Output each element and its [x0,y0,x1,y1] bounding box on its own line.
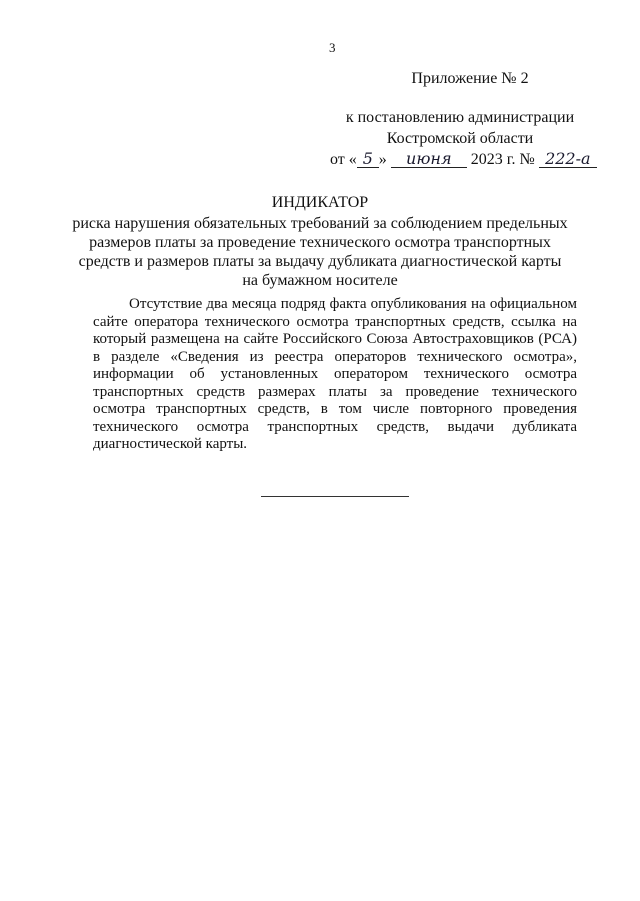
date-year: 2023 г. № [470,151,535,168]
end-divider [261,496,409,497]
annex-block [330,68,590,170]
handwritten-month: июня [391,150,467,168]
annex-title: Приложение № 2 [411,70,529,87]
document-heading: ИНДИКАТОР [271,194,369,211]
document-title-block [70,193,570,290]
page-number: 3 [329,40,336,55]
handwritten-day: 5 [357,150,379,168]
body-paragraph: Отсутствие два месяца подряд факта опубликования на официальном сайте оператора технического осмотра транспортных средств, ссылка на который размещена на сайте Российского Союза Автостраховщиков (РСА) в разделе «Сведения из реестра операторов технического осмотра», информации об установленных оператором технического осмотра транспортных средств размерах платы за проведение технического осмотра транспортных средств, в том числе повторного проведения технического осмотра транспортных средств, выдачи дубликата диагностической карты. [93,296,577,452]
handwritten-doc-number: 222-а [539,150,597,168]
date-prefix: от « [330,151,357,168]
annex-line-1: к постановлению администрации [345,109,575,126]
document-subtitle: риска нарушения обязательных требований за соблюдением предельных размеров платы за проведение технического осмотра транспортных средств и размеров платы за выдачу дубликата диагностической карты на бумажном носителе [72,215,568,289]
date-mid: » [378,151,387,168]
annex-date-line [330,149,590,170]
annex-line-2: Костромской области [386,130,534,147]
